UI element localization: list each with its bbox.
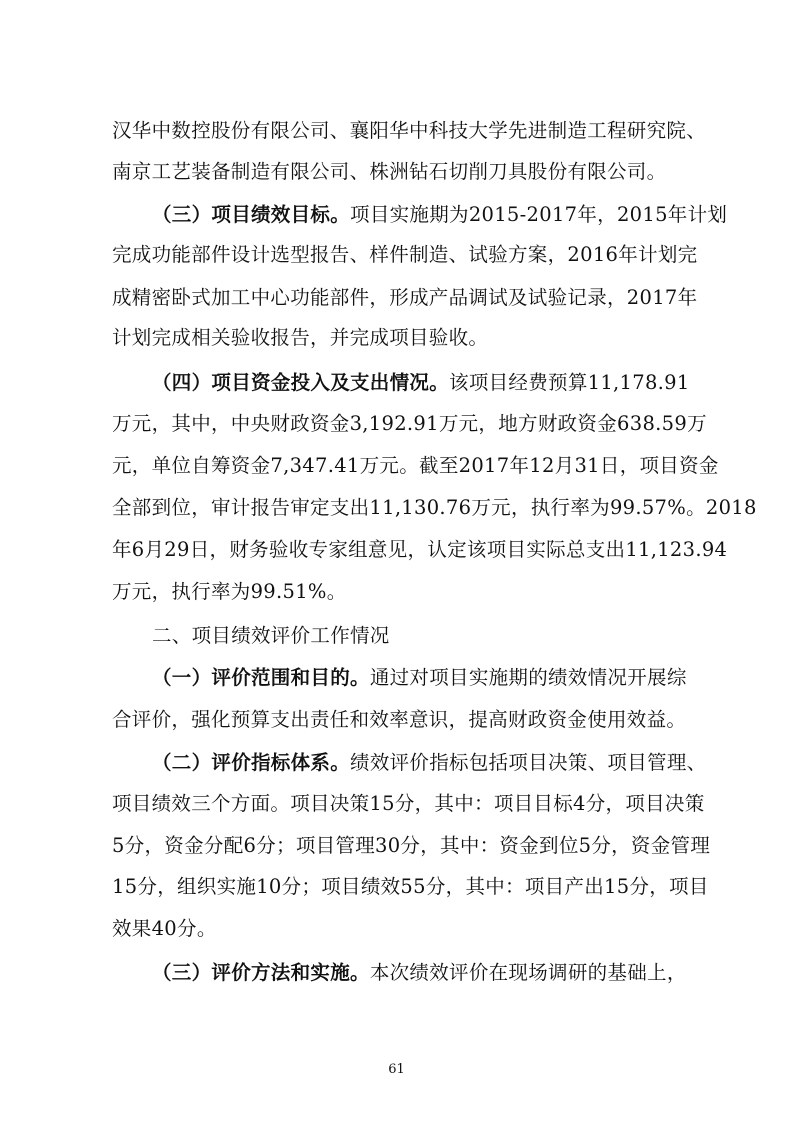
- subsection-3-heading: [152, 959, 687, 987]
- bold-heading: （三）评价方法和实施。: [152, 961, 370, 984]
- text-line: 全部到位，审计报告审定支出11,130.76万元，执行率为99.57%。2018: [112, 496, 757, 519]
- text-line: 5分，资金分配6分；项目管理30分，其中：资金到位5分，资金管理: [112, 834, 711, 857]
- subsection-1-heading: [152, 664, 687, 692]
- text-line: 元，单位自筹资金7,347.41万元。截至2017年12月31日，项目资金: [112, 454, 719, 477]
- bold-heading: （二）评价指标体系。: [152, 751, 351, 774]
- bold-heading: （一）评价范围和目的。: [152, 666, 370, 689]
- text-line: 效果40分。: [112, 917, 217, 940]
- heading-text: 本次绩效评价在现场调研的基础上，: [369, 961, 687, 984]
- text-line: 15分，组织实施10分；项目绩效55分，其中：项目产出15分，项目: [112, 875, 709, 898]
- text-line: 汉华中数控股份有限公司、襄阳华中科技大学先进制造工程研究院、: [112, 119, 707, 142]
- page-number: 61: [388, 1062, 405, 1077]
- subsection-2-heading: [152, 749, 707, 777]
- text-line: 计划完成相关验收报告，并完成项目验收。: [112, 326, 489, 349]
- text-line: 完成功能部件设计选型报告、样件制造、试验方案，2016年计划完: [112, 243, 698, 266]
- text-line: 年6月29日，财务验收专家组意见，认定该项目实际总支出11,123.94: [112, 538, 728, 561]
- text-line: 南京工艺装备制造有限公司、株洲钻石切削刀具股份有限公司。: [112, 160, 667, 183]
- heading-text: 绩效评价指标包括项目决策、项目管理、: [350, 751, 707, 774]
- section-3-goal-heading: [152, 201, 728, 229]
- section-4-funding-heading: [152, 369, 690, 397]
- text-line: 合评价，强化预算支出责任和效率意识，提高财政资金使用效益。: [112, 708, 687, 731]
- chapter-2-heading: 二、项目绩效评价工作情况: [152, 624, 390, 647]
- heading-text: 项目实施期为2015-2017年，2015年计划: [350, 203, 728, 226]
- text-line: 成精密卧式加工中心功能部件，形成产品调试及试验记录，2017年: [112, 286, 698, 309]
- bold-heading: （四）项目资金投入及支出情况。: [152, 371, 450, 394]
- heading-text: 通过对项目实施期的绩效情况开展综: [369, 666, 687, 689]
- heading-text: 该项目经费预算11,178.91: [449, 371, 690, 394]
- text-line: 万元，其中，中央财政资金3,192.91万元，地方财政资金638.59万: [112, 412, 707, 435]
- text-line: 项目绩效三个方面。项目决策15分，其中：项目目标4分，项目决策: [112, 792, 705, 815]
- bold-heading: （三）项目绩效目标。: [152, 203, 351, 226]
- text-line: 万元，执行率为99.51%。: [112, 580, 347, 603]
